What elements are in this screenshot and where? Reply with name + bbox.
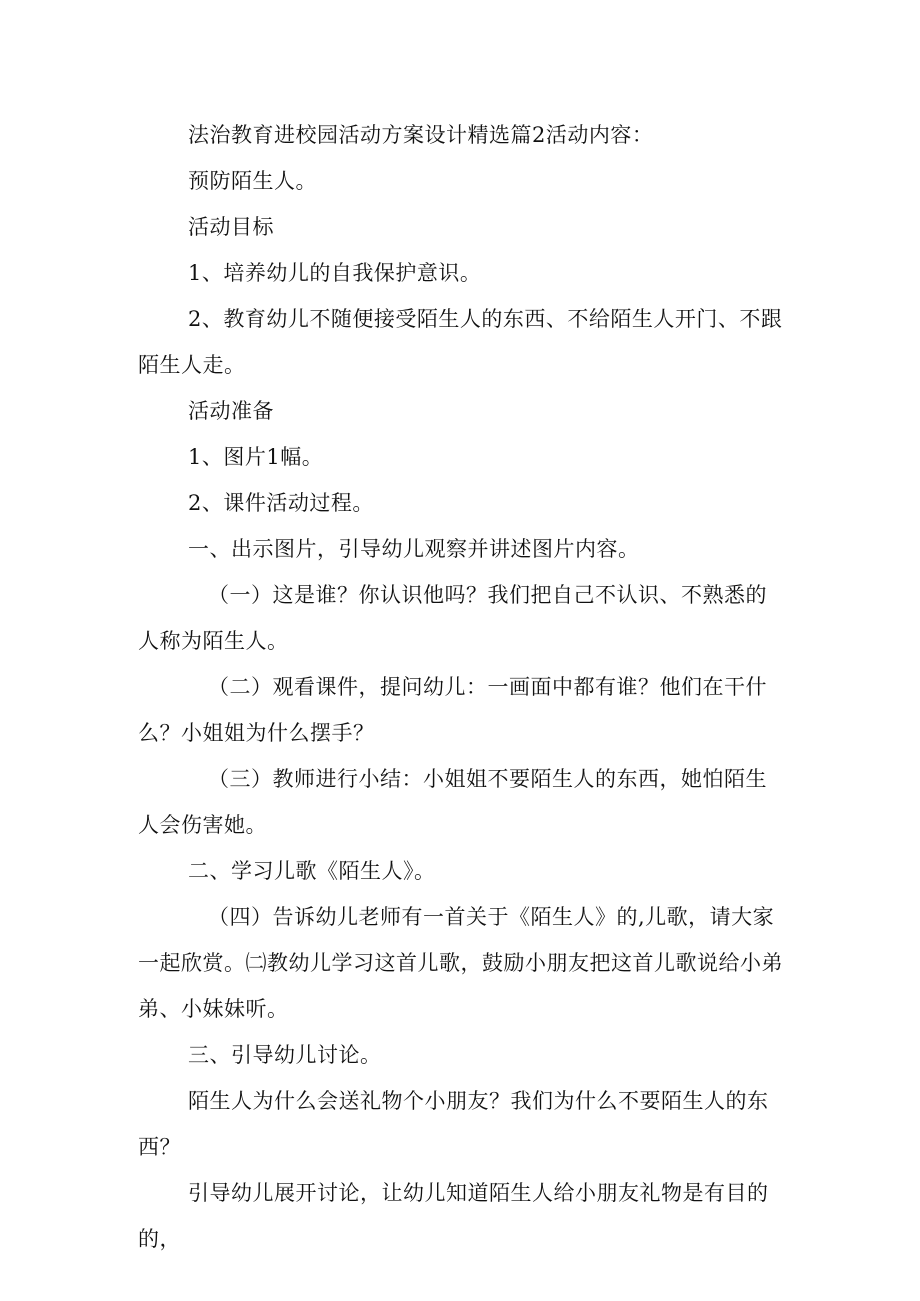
document-body bbox=[138, 112, 788, 1262]
process-step: 三、引导幼儿讨论。 bbox=[188, 1043, 382, 1067]
paragraph-content: 预防陌生人。 bbox=[188, 169, 317, 193]
process-substep: （四）告诉幼儿老师有一首关于《陌生人》的,儿歌，请大家一起欣赏。㈡教幼儿学习这首儿歌，鼓励小朋友把这首儿歌说给小弟弟、小妹妹听。 bbox=[138, 905, 783, 1021]
process-substep: （三）教师进行小结：小姐姐不要陌生人的东西，她怕陌生人会伤害她。 bbox=[138, 767, 767, 837]
discussion-question: 陌生人为什么会送礼物个小朋友？我们为什么不要陌生人的东西？ bbox=[138, 1089, 769, 1159]
goal-item: 1、培养幼儿的自我保护意识。 bbox=[188, 261, 482, 285]
goal-item: 2、教育幼儿不随便接受陌生人的东西、不给陌生人开门、不跟陌生人走。 bbox=[138, 307, 783, 377]
discussion-text: 引导幼儿展开讨论，让幼儿知道陌生人给小朋友礼物是有目的的， bbox=[138, 1181, 769, 1251]
heading-goals: 活动目标 bbox=[188, 215, 274, 239]
preparation-item: 2、课件活动过程。 bbox=[188, 491, 374, 515]
heading-preparation: 活动准备 bbox=[188, 399, 274, 423]
process-step: 一、出示图片，引导幼儿观察并讲述图片内容。 bbox=[188, 537, 640, 561]
preparation-item: 1、图片1幅。 bbox=[188, 445, 324, 469]
process-substep: （二）观看课件，提问幼儿：一画面中都有谁？他们在干什么？小姐姐为什么摆手？ bbox=[138, 675, 767, 745]
process-substep: （一）这是谁？你认识他吗？我们把自己不认识、不熟悉的人称为陌生人。 bbox=[138, 583, 767, 653]
paragraph-title: 法治教育进校园活动方案设计精选篇2活动内容： bbox=[188, 123, 654, 147]
process-step: 二、学习儿歌《陌生人》。 bbox=[188, 859, 436, 883]
